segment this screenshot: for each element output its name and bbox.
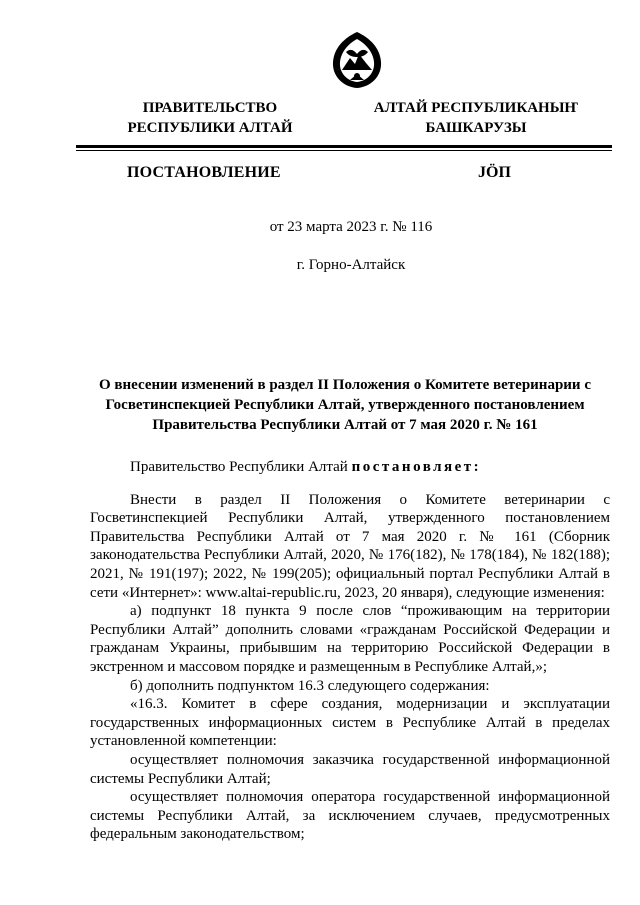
header-left-line2: РЕСПУБЛИКИ АЛТАЙ: [127, 120, 293, 136]
paragraph-5: осуществляет полномочия заказчика государственной информационной системы Республики Алтай;: [90, 751, 610, 787]
header-right-line1: АЛТАЙ РЕСПУБЛИКАНЫҤ: [373, 100, 579, 116]
intro-subject: Правительство Республики Алтай: [130, 459, 352, 475]
intro-paragraph: [90, 458, 610, 477]
paragraph-4: «16.3. Комитет в сфере создания, модернизации и эксплуатации государственных информационных систем в Республике Алтай в пределах установленной компетенции:: [90, 696, 610, 750]
decree-date: от 23 марта 2023 г. № 116: [269, 219, 433, 235]
header-divider-thick: [76, 145, 612, 148]
decree-city: г. Горно-Алтайск: [296, 257, 406, 273]
paragraph-6: осуществляет полномочия оператора государственной информационной системы Республики Алтай, за исключением случаев, предусмотренных федеральным законодательством;: [90, 789, 610, 843]
decree-label-altai: JÖП: [478, 164, 511, 181]
header-left: [90, 98, 330, 138]
republic-emblem-icon: [328, 30, 386, 90]
intro-verb: постановляет:: [351, 459, 482, 475]
header-right-line2: БАШКАРУЗЫ: [425, 120, 527, 136]
paragraph-3: б) дополнить подпунктом 16.3 следующего содержания:: [130, 677, 490, 694]
header-right: [356, 98, 596, 138]
paragraph-2: а) подпункт 18 пункта 9 после слов “проживающим на территории Республики Алтай” дополнить словами «гражданам Российской Федерации и гражданам Украины, прибывшим на территорию Российской Федерации в экстренном и массовом порядке и размещенным в Республике Алтай,»;: [90, 603, 610, 675]
decree-label-russian: ПОСТАНОВЛЕНИЕ: [127, 164, 281, 181]
header-divider-thin: [76, 150, 612, 151]
document-body: [90, 458, 610, 844]
header-left-line1: ПРАВИТЕЛЬСТВО: [142, 100, 278, 116]
document-title: О внесении изменений в раздел II Положения о Комитете ветеринарии с Госветинспекцией Республики Алтай, утвержденного постановлением Правительства Республики Алтай от 7 мая 2020 г. № 161: [99, 377, 591, 433]
paragraph-1: Внести в раздел II Положения о Комитете ветеринарии с Госветинспекцией Республики Алтай, утвержденного постановлением Правительства Республики Алтай от 7 мая 2020 г. № 161 (Сборник законодательства Республики Алтай, 2020, № 176(182), № 178(184), № 182(188); 2021, № 191(197); 2022, № 199(205); официальный портал Республики Алтай в сети «Интернет»: www.altai-republic.ru, 2023, 20 января), следующие изменения:: [90, 491, 610, 601]
